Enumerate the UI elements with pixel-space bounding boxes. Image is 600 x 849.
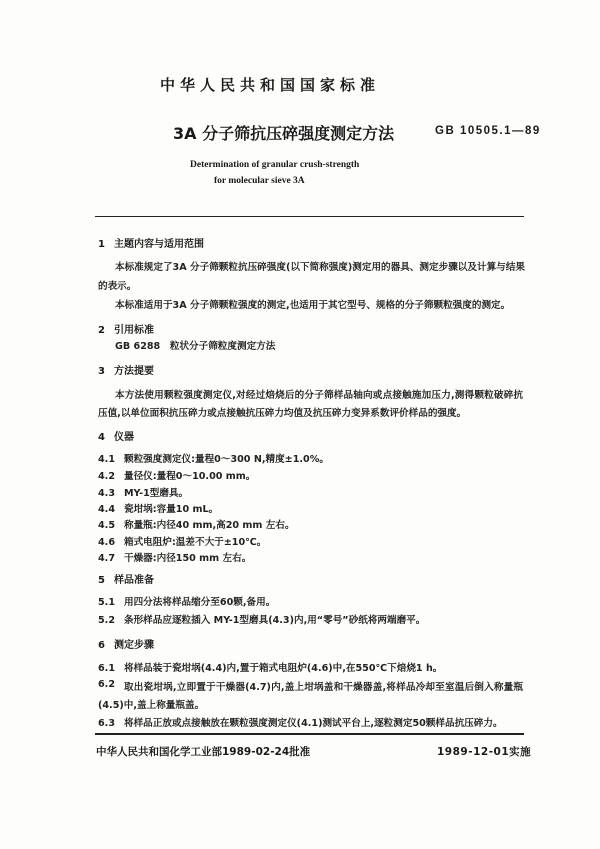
paragraph-line: 本方法使用颗粒强度测定仪,对经过焙烧后的分子筛样品轴向或点接触施加压力,测得颗粒破碎抗 [115,390,523,401]
item-number: 6.1 [98,663,115,674]
list-item [98,451,329,465]
paragraph-line: 压值,以单位面积抗压碎力或点接触抗压碎力均值及抗压碎力变异系数评价样品的强度。 [98,408,467,419]
list-item [98,660,442,674]
item-text: 干燥器:内径150 mm 左右。 [124,553,252,564]
section-title: 主题内容与适用范围 [114,239,204,250]
item-text: 取出瓷坩埚,立即置于干燥器(4.7)内,盖上坩埚盖和干燥器盖,将样品冷却至室温后倒入称量瓶 [124,682,523,693]
section-number: 6 [98,640,105,651]
item-text: 瓷坩埚:容量10 mL。 [124,504,219,515]
section-title: 引用标准 [114,325,154,336]
list-item [98,517,295,531]
document-title: 3A 分子筛抗压碎强度测定方法 [173,124,395,143]
section-number: 1 [98,239,105,250]
section-heading-1 [98,235,204,250]
header-rule [95,216,524,217]
item-number: 5.2 [98,615,115,626]
item-number: 4.3 [98,488,115,499]
item-number: 6.2 [98,679,115,690]
section-title: 仪器 [114,432,134,443]
list-item [98,715,503,729]
effective-date: 1989-12-01实施 [437,746,532,758]
item-text: 称量瓶:内径40 mm,高20 mm 左右。 [124,520,295,531]
english-title-line-2: for molecular sieve 3A [214,176,305,186]
section-number: 2 [98,325,105,336]
item-number: 4.1 [98,454,115,465]
item-text: 用四分法将样品缩分至60颗,备用。 [124,597,276,608]
list-item [98,485,188,499]
section-heading-3 [98,362,154,377]
list-item [98,594,275,608]
list-item [98,550,251,564]
section-heading-2 [98,321,154,336]
item-text: 颗粒强度测定仪:量程0～300 N,精度±1.0%。 [124,454,329,465]
item-number: 4.2 [98,471,115,482]
item-text: 量径仪:量程0～10.00 mm。 [124,471,256,482]
list-item [98,501,218,515]
section-title: 方法提要 [114,366,154,377]
approval-date: 中华人民共和国化学工业部1989-02-24批准 [96,746,311,758]
paragraph-line: 的表示。 [98,281,137,292]
section-heading-4 [98,428,134,443]
item-text: 将样品装于瓷坩埚(4.4)内,置于箱式电阻炉(4.6)中,在550℃下焙烧1 h。 [124,663,443,674]
section-number: 4 [98,432,105,443]
paragraph-line: 本标准规定了3A 分子筛颗粒抗压碎强度(以下简称强度)测定用的器具、测定步骤以及计算与结果 [115,262,525,273]
item-number: 5.1 [98,597,115,608]
section-heading-6 [98,636,154,651]
list-item [98,612,425,626]
item-number: 4.7 [98,553,115,564]
paragraph-line: 本标准适用于3A 分子筛颗粒强度的测定,也适用于其它型号、规格的分子筛颗粒强度的测定。 [115,300,511,311]
section-title: 测定步骤 [114,640,154,651]
list-item [98,534,266,548]
english-title-line-1: Determination of granular crush-strength [190,160,360,170]
referenced-standard: GB 6288 粒状分子筛粒度测定方法 [115,341,276,352]
item-text: MY-1型磨具。 [124,488,189,499]
section-title: 样品准备 [114,575,154,586]
item-continuation: (4.5)中,盖上称量瓶盖。 [98,700,205,711]
section-heading-5 [98,571,154,586]
list-item [98,679,523,693]
item-number: 6.3 [98,718,115,729]
list-item [98,468,255,482]
footer-rule [95,733,524,735]
item-number: 4.6 [98,537,115,548]
section-number: 5 [98,575,105,586]
section-number: 3 [98,366,105,377]
item-number: 4.5 [98,520,115,531]
item-number: 4.4 [98,504,115,515]
standard-number: GB 10505.1—89 [435,125,541,137]
item-text: 将样品正放或点接触放在颗粒强度测定仪(4.1)测试平台上,逐粒测定50颗样品抗压碎力。 [124,718,503,729]
standard-header: 中华人民共和国国家标准 [160,76,381,94]
item-text: 条形样品应逐粒插入 MY-1型磨具(4.3)内,用“零号”砂纸将两端磨平。 [124,615,426,626]
item-text: 箱式电阻炉:温差不大于±10℃。 [124,537,267,548]
